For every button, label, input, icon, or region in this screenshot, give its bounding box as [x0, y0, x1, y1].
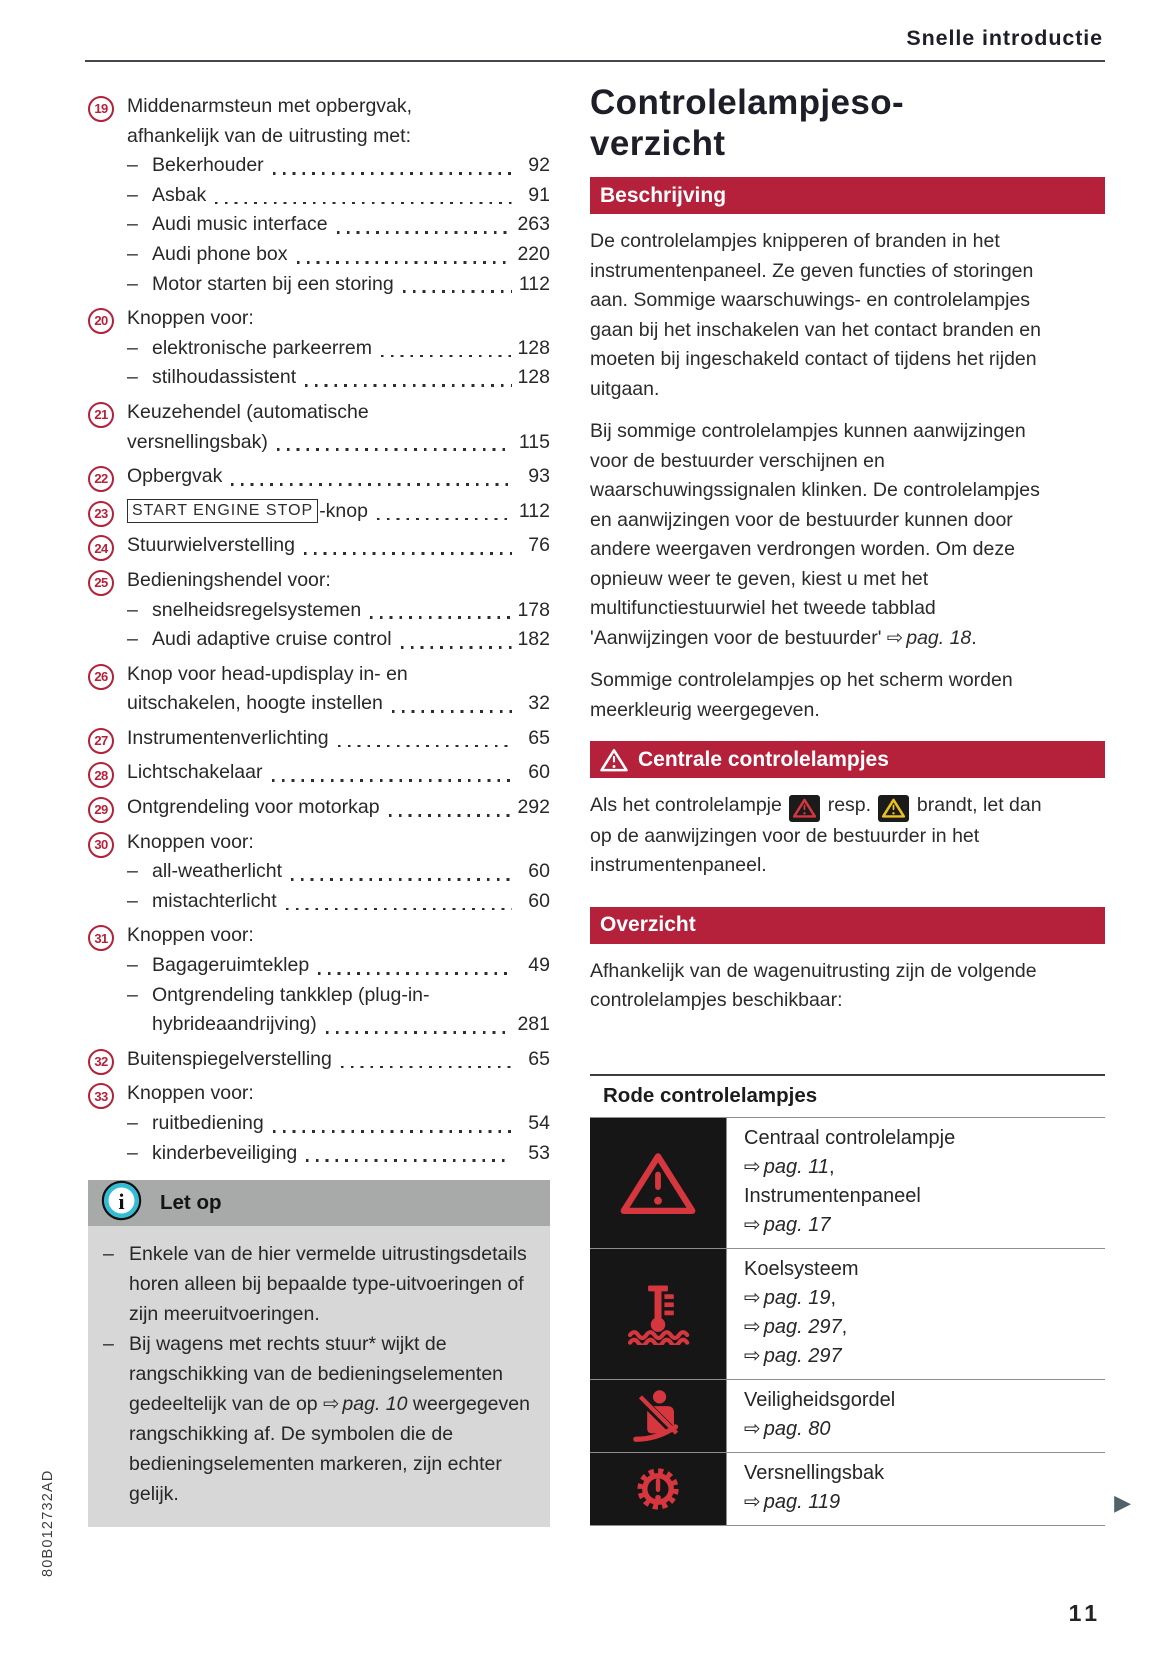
note-text: Bij wagens met rechts stuur* wijkt de rangschikking van de bedieningselementen gedeeltelijk van de op ⇨ pag. 10 weergegeven rangschikking af. De symbolen die de bedieningselementen markeren, zijn echter gelijk.	[129, 1333, 530, 1505]
toc-label: versnellingsbak)	[127, 430, 268, 453]
toc-row	[88, 951, 550, 981]
header-rule	[85, 60, 1105, 62]
document-code: 80B012732AD	[40, 1469, 56, 1577]
toc-row	[88, 1045, 550, 1075]
svg-text:i: i	[118, 1188, 125, 1214]
right-column	[590, 82, 1131, 1526]
toc-row	[88, 660, 550, 690]
section-bar-label: Centrale controlelampjes	[638, 747, 889, 771]
table-line: Instrumentenpaneel	[744, 1184, 921, 1207]
dotted-leader	[291, 878, 512, 881]
dash-marker: –	[127, 598, 138, 621]
dotted-leader	[273, 172, 512, 175]
toc-label: Bedieningshendel voor:	[127, 568, 331, 591]
toc-row	[88, 497, 550, 527]
toc-row	[88, 981, 550, 1011]
item-number-badge: 22	[88, 466, 114, 492]
central-warning-yellow-icon	[878, 795, 909, 822]
item-number-badge: 20	[88, 308, 114, 334]
page-reference	[744, 1491, 840, 1513]
table-line	[744, 1415, 1101, 1444]
toc-row	[88, 181, 550, 211]
toc-label: all-weatherlicht	[152, 860, 283, 883]
toc-row	[88, 304, 550, 334]
ref-target: pag. 119	[763, 1490, 841, 1513]
toc-label: hybrideaandrijving)	[152, 1013, 317, 1036]
dash-marker: –	[127, 154, 138, 177]
toc-row	[88, 566, 550, 596]
page-reference	[744, 1316, 842, 1338]
dotted-leader	[392, 710, 512, 713]
toc-label: Audi music interface	[152, 213, 328, 236]
toc-page-number: 178	[517, 598, 550, 621]
page-reference	[744, 1345, 842, 1367]
item-number-badge: 19	[88, 96, 114, 122]
info-icon	[101, 1180, 142, 1226]
table-row	[590, 1118, 1105, 1249]
item-number-badge: 24	[88, 535, 114, 561]
toc-page-number: 60	[528, 860, 550, 883]
paragraph: Sommige controlelampjes op het scherm worden meerkleurig weergegeven.	[590, 669, 1013, 721]
table-line: ⇨ pag. 19,	[744, 1286, 837, 1309]
dotted-leader	[305, 384, 512, 387]
page-title	[590, 82, 1105, 164]
item-number-badge: 30	[88, 832, 114, 858]
dotted-leader	[277, 448, 512, 451]
note-item	[103, 1239, 538, 1329]
warning-triangle-icon	[600, 748, 628, 772]
dash-marker: –	[127, 1112, 138, 1134]
ref-arrow-icon: ⇨	[744, 1213, 761, 1236]
toc-row	[88, 151, 550, 181]
toc-page-number: 92	[528, 154, 550, 177]
ref-target: pag. 18	[906, 626, 972, 649]
ref-arrow-icon: ⇨	[886, 626, 904, 649]
toc-page-number: 128	[517, 366, 550, 389]
dash-marker: –	[127, 242, 138, 265]
toc-row	[88, 793, 550, 823]
toc-row	[88, 531, 550, 561]
toc-label: snelheidsregelsystemen	[152, 598, 362, 621]
toc-row	[88, 758, 550, 788]
dash-marker: –	[127, 183, 138, 206]
section-bar-centrale-controlelampjes	[590, 741, 1105, 778]
coolant-icon	[590, 1249, 727, 1379]
page-reference	[744, 1214, 831, 1236]
toc-row	[88, 1139, 550, 1169]
item-number-badge: 33	[88, 1083, 114, 1109]
toc-row	[88, 92, 550, 122]
table-cell-text	[727, 1453, 1105, 1525]
toc-page-number: 112	[518, 272, 550, 295]
note-text: Enkele van de hier vermelde uitrustingsdetails horen alleen bij bepaalde type-uitvoeringen of zijn meeruitvoeringen.	[129, 1243, 527, 1325]
toc-label: stilhoudassistent	[152, 366, 297, 389]
item-number-badge: 32	[88, 1049, 114, 1075]
toc-label: Middenarmsteun met opbergvak,	[127, 95, 413, 117]
toc	[88, 92, 550, 1168]
dotted-leader	[318, 972, 512, 975]
ref-target: pag. 80	[763, 1417, 831, 1440]
start-engine-stop-label: START ENGINE STOP	[127, 499, 318, 523]
dotted-leader	[272, 779, 513, 782]
toc-page-number: 93	[528, 465, 550, 488]
item-number-badge: 28	[88, 762, 114, 788]
toc-label: Buitenspiegelverstelling	[127, 1047, 332, 1070]
toc-label: START ENGINE STOP -knop	[127, 497, 368, 527]
toc-label: Instrumentenverlichting	[127, 726, 329, 749]
paragraph: De controlelampjes knipperen of branden in het instrumentenpaneel. Ze geven functies of storingen aan. Sommige waarschuwings- en controlelampjes gaan bij het inschakelen van het contact branden en moeten bij ingeschakeld contact of tijdens het rijden uitgaan.	[590, 230, 1041, 400]
table-cell-text	[727, 1380, 1105, 1452]
dotted-leader	[273, 1130, 512, 1133]
note-title: Let op	[160, 1191, 222, 1214]
dash-marker: –	[127, 983, 138, 1006]
toc-page-number: 292	[517, 796, 550, 819]
toc-label: afhankelijk van de uitrusting met:	[127, 124, 411, 147]
table-line	[744, 1211, 1101, 1240]
ref-arrow-icon: ⇨	[744, 1155, 761, 1178]
toc-page-number: 281	[517, 1013, 550, 1036]
toc-page-number: 128	[517, 336, 550, 359]
table-row	[590, 1249, 1105, 1380]
toc-row	[88, 334, 550, 364]
toc-label: Stuurwielverstelling	[127, 534, 295, 557]
page-title-line2: verzicht	[590, 124, 726, 163]
toc-label: kinderbeveiliging	[152, 1141, 298, 1164]
dotted-leader	[370, 616, 512, 619]
toc-row	[88, 724, 550, 754]
item-number-badge: 27	[88, 728, 114, 754]
note-box	[88, 1180, 550, 1527]
toc-row	[88, 857, 550, 887]
ref-target: pag. 10	[342, 1393, 408, 1415]
dash-marker: –	[103, 1243, 114, 1265]
seatbelt-icon	[590, 1380, 727, 1452]
toc-label: Lichtschakelaar	[127, 761, 263, 784]
table-line: ⇨ pag. 297,	[744, 1315, 848, 1338]
dotted-leader	[231, 483, 512, 486]
toc-label: Asbak	[152, 183, 207, 206]
table-line	[744, 1488, 1101, 1517]
central-warning-icon	[590, 1118, 727, 1248]
section-bar-label: Beschrijving	[600, 183, 727, 207]
toc-label: elektronische parkeerrem	[152, 336, 373, 359]
toc-label: Knop voor head-updisplay in- en	[127, 662, 408, 685]
toc-page-number: 54	[528, 1112, 550, 1134]
dash-marker: –	[127, 366, 138, 389]
toc-row	[88, 689, 550, 719]
paragraph: Als het controlelampje resp. brandt, let dan op de aanwijzingen voor de bestuurder in het instrumentenpaneel.	[590, 794, 1042, 876]
toc-label: mistachterlicht	[152, 889, 277, 912]
toc-label: uitschakelen, hoogte instellen	[127, 692, 383, 715]
dash-marker: –	[127, 628, 138, 651]
dotted-leader	[215, 202, 512, 205]
warning-lamp-table	[590, 1074, 1131, 1526]
toc-page-number: 53	[528, 1141, 550, 1164]
page-reference	[744, 1156, 829, 1178]
dotted-leader	[326, 1031, 512, 1034]
item-number-badge: 31	[88, 925, 114, 951]
ref-arrow-icon: ⇨	[744, 1417, 761, 1440]
toc-row	[88, 210, 550, 240]
table-line	[744, 1342, 1101, 1371]
page-reference	[887, 627, 971, 649]
dotted-leader	[304, 552, 512, 555]
note-body	[88, 1226, 550, 1527]
dotted-leader	[381, 355, 512, 358]
toc-label: ruitbediening	[152, 1112, 264, 1134]
toc-row	[88, 398, 550, 428]
toc-row	[88, 122, 550, 152]
toc-label: Audi adaptive cruise control	[152, 628, 392, 651]
dotted-leader	[341, 1066, 512, 1069]
dotted-leader	[286, 908, 512, 911]
note-header	[88, 1180, 550, 1226]
section-bar-beschrijving	[590, 177, 1105, 214]
dotted-leader	[306, 1159, 512, 1162]
toc-label: Knoppen voor:	[127, 307, 254, 330]
ref-arrow-icon: ⇨	[744, 1344, 761, 1367]
table-cell-text	[727, 1118, 1105, 1248]
toc-row	[88, 887, 550, 917]
table-line: ⇨ pag. 11,	[744, 1155, 835, 1178]
toc-row	[88, 625, 550, 655]
toc-page-number: 65	[528, 1047, 550, 1070]
dotted-leader	[337, 231, 512, 234]
toc-page-number: 220	[517, 242, 550, 265]
toc-label: Audi phone box	[152, 242, 288, 265]
toc-row	[88, 462, 550, 492]
dash-marker: –	[127, 860, 138, 883]
dash-marker: –	[127, 336, 138, 359]
toc-page-number: 182	[517, 628, 550, 651]
toc-page-number: 112	[518, 499, 550, 522]
page-reference	[323, 1393, 407, 1415]
item-number-badge: 26	[88, 664, 114, 690]
table-line: Centraal controlelampje	[744, 1126, 956, 1149]
central-warning-red-icon	[789, 795, 820, 822]
chapter-header: Snelle introductie	[906, 26, 1103, 50]
toc-label: Knoppen voor:	[127, 1082, 254, 1105]
toc-label: Bekerhouder	[152, 154, 264, 177]
ref-target: pag. 297	[763, 1344, 842, 1367]
toc-row	[88, 596, 550, 626]
table-header: Rode controlelampjes	[590, 1076, 1105, 1118]
toc-label: Ontgrendeling voor motorkap	[127, 796, 380, 819]
toc-page-number: 263	[517, 213, 550, 236]
toc-row	[88, 428, 550, 458]
dash-marker: –	[127, 213, 138, 236]
toc-page-number: 60	[528, 889, 550, 912]
dotted-leader	[403, 290, 512, 293]
paragraph: Afhankelijk van de wagenuitrusting zijn de volgende controlelampjes beschikbaar:	[590, 959, 1037, 1011]
page-number: 11	[1068, 1600, 1101, 1626]
toc-label: Knoppen voor:	[127, 830, 254, 853]
toc-label: Bagageruimteklep	[152, 954, 310, 977]
toc-label: Opbergvak	[127, 465, 223, 488]
item-number-badge: 29	[88, 797, 114, 823]
dotted-leader	[401, 646, 512, 649]
toc-label: Ontgrendeling tankklep (plug-in-	[152, 983, 430, 1006]
ref-target: pag. 11	[763, 1155, 830, 1178]
toc-row	[88, 240, 550, 270]
toc-row	[88, 921, 550, 951]
section-bar-overzicht	[590, 907, 1105, 944]
toc-page-number: 49	[528, 954, 550, 977]
page-reference	[744, 1287, 831, 1309]
toc-row	[88, 270, 550, 300]
ref-target: pag. 17	[763, 1213, 831, 1236]
ref-arrow-icon: ⇨	[744, 1315, 761, 1338]
section-bar-label: Overzicht	[600, 913, 696, 936]
item-number-badge: 25	[88, 570, 114, 596]
ref-target: pag. 19	[763, 1286, 831, 1309]
table-line: Versnellingsbak	[744, 1461, 885, 1484]
toc-row	[88, 1079, 550, 1109]
toc-row	[88, 1109, 550, 1139]
dash-marker: –	[103, 1333, 114, 1355]
item-number-badge: 23	[88, 501, 114, 527]
toc-page-number: 32	[528, 692, 550, 715]
toc-label: Knoppen voor:	[127, 924, 254, 947]
dash-marker: –	[127, 1141, 138, 1164]
paragraph: Bij sommige controlelampjes kunnen aanwijzingen voor de bestuurder verschijnen en waarschuwingssignalen klinken. De controlelampjes en aanwijzingen voor de bestuurder kunnen door andere weergaven verdrongen worden. Om deze opnieuw weer te geven, kiest u met het multifunctiestuurwiel het tweede tabblad 'Aanwijzingen voor de bestuurder' ⇨ pag. 18.	[590, 420, 1040, 649]
dotted-leader	[389, 814, 512, 817]
gearbox-warning-icon	[590, 1453, 727, 1525]
dash-marker: –	[127, 889, 138, 912]
ref-target: pag. 297	[763, 1315, 842, 1338]
table-line: Veiligheidsgordel	[744, 1388, 896, 1411]
ref-arrow-icon: ⇨	[744, 1490, 761, 1513]
toc-page-number: 115	[518, 430, 550, 453]
toc-label: Keuzehendel (automatische	[127, 400, 369, 423]
toc-label: Motor starten bij een storing	[152, 272, 394, 295]
note-item	[103, 1329, 538, 1509]
table-cell-text	[727, 1249, 1105, 1379]
toc-page-number: 60	[528, 761, 550, 784]
table-row	[590, 1453, 1105, 1526]
ref-arrow-icon: ⇨	[323, 1393, 340, 1415]
ref-arrow-icon: ⇨	[744, 1286, 761, 1309]
table-row	[590, 1380, 1105, 1453]
continuation-arrow-icon: ▶	[1114, 1489, 1131, 1515]
item-number-badge: 21	[88, 402, 114, 428]
dash-marker: –	[127, 954, 138, 977]
toc-row	[88, 828, 550, 858]
toc-row	[88, 363, 550, 393]
dotted-leader	[377, 518, 512, 521]
page-title-line1: Controlelampjeso-	[590, 83, 905, 122]
lamp-table-rows	[590, 1118, 1105, 1526]
toc-page-number: 91	[528, 183, 550, 206]
page-reference	[744, 1418, 831, 1440]
table-line: Koelsysteem	[744, 1257, 859, 1280]
dotted-leader	[338, 745, 512, 748]
toc-page-number: 76	[528, 534, 550, 557]
toc-page-number: 65	[528, 726, 550, 749]
dotted-leader	[297, 261, 512, 264]
dash-marker: –	[127, 272, 138, 295]
toc-row	[88, 1010, 550, 1040]
